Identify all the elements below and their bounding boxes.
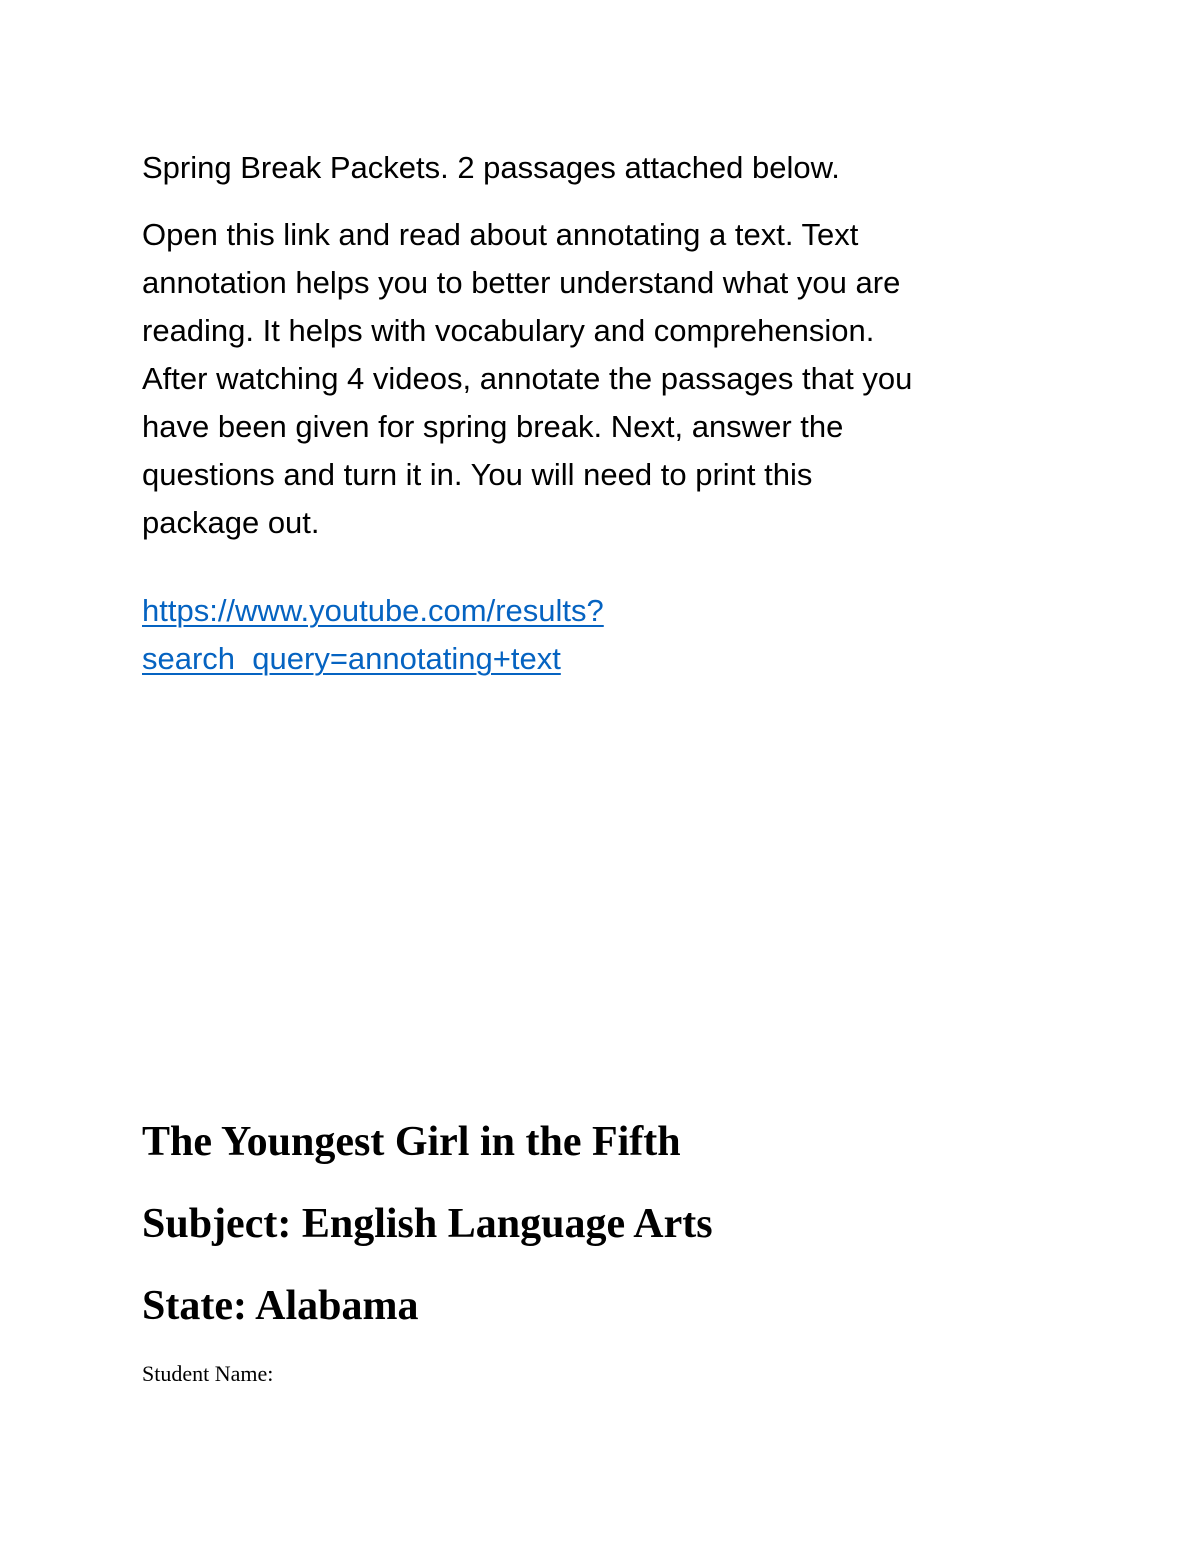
instructions-line: Open this link and read about annotating a text. Text: [142, 217, 859, 252]
instructions-paragraph: [142, 211, 1062, 547]
instructions-line: annotation helps you to better understand what you are: [142, 265, 901, 300]
link-line-2[interactable]: search_query=annotating+text: [142, 641, 561, 676]
instructions-line: questions and turn it in. You will need to print this: [142, 457, 813, 492]
passage-state: State: Alabama: [142, 1283, 419, 1329]
instructions-line: have been given for spring break. Next, answer the: [142, 409, 844, 444]
link-line-1[interactable]: https://www.youtube.com/results?: [142, 593, 604, 628]
passage-subject: Subject: English Language Arts: [142, 1201, 713, 1247]
instructions-line: package out.: [142, 505, 320, 540]
instructions-line: reading. It helps with vocabulary and comprehension.: [142, 313, 875, 348]
youtube-search-link[interactable]: [142, 587, 604, 683]
student-name-label: Student Name:: [142, 1361, 274, 1386]
instructions-line: After watching 4 videos, annotate the passages that you: [142, 361, 913, 396]
intro-heading: Spring Break Packets. 2 passages attached below.: [142, 150, 840, 185]
passage-title: The Youngest Girl in the Fifth: [142, 1119, 681, 1165]
